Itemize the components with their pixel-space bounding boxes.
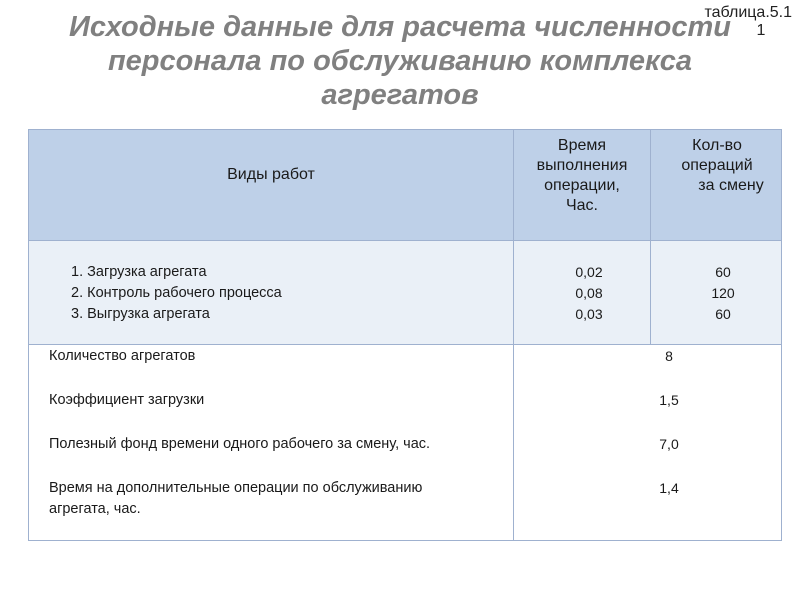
title-line-1: Исходные данные для расчета численности [68, 11, 732, 43]
works-count-values [693, 262, 753, 325]
param-label: Количество агрегатов [49, 348, 196, 364]
works-time-values [559, 262, 619, 325]
divider [29, 240, 781, 241]
param-value: 8 [665, 348, 673, 364]
time-value: 0,03 [575, 306, 603, 322]
param-value: 1,4 [659, 480, 679, 496]
param-label: Коэффициент загрузки [49, 392, 205, 408]
count-value: 60 [715, 306, 731, 322]
param-label: Время на дополнительные операции по обслуживанию агрегата, час. [49, 480, 423, 517]
count-value: 120 [711, 285, 735, 301]
data-table [28, 129, 782, 541]
param-value: 1,5 [659, 392, 679, 408]
page-title [40, 10, 760, 112]
params-list [49, 346, 519, 520]
header-time: Время выполнения операции, Час. [536, 137, 628, 214]
time-value: 0,02 [575, 264, 603, 280]
list-item: 3. Выгрузка агрегата [71, 306, 210, 322]
title-line-3: агрегатов [321, 79, 479, 111]
header-works: Виды работ [227, 166, 315, 183]
works-list [71, 262, 282, 325]
count-value: 60 [715, 264, 731, 280]
list-item: 2. Контроль рабочего процесса [71, 285, 282, 301]
params-values [639, 346, 699, 499]
param-label: Полезный фонд времени одного рабочего за смену, час. [49, 436, 431, 452]
header-count: Кол-во операций за смену [681, 137, 764, 194]
divider [650, 130, 651, 344]
time-value: 0,08 [575, 285, 603, 301]
divider [29, 344, 781, 345]
list-item: 1. Загрузка агрегата [71, 264, 207, 280]
param-value: 7,0 [659, 436, 679, 452]
title-line-2: персонала по обслуживанию комплекса [107, 45, 693, 77]
table-label: таблица.5.1 1 [704, 4, 792, 39]
